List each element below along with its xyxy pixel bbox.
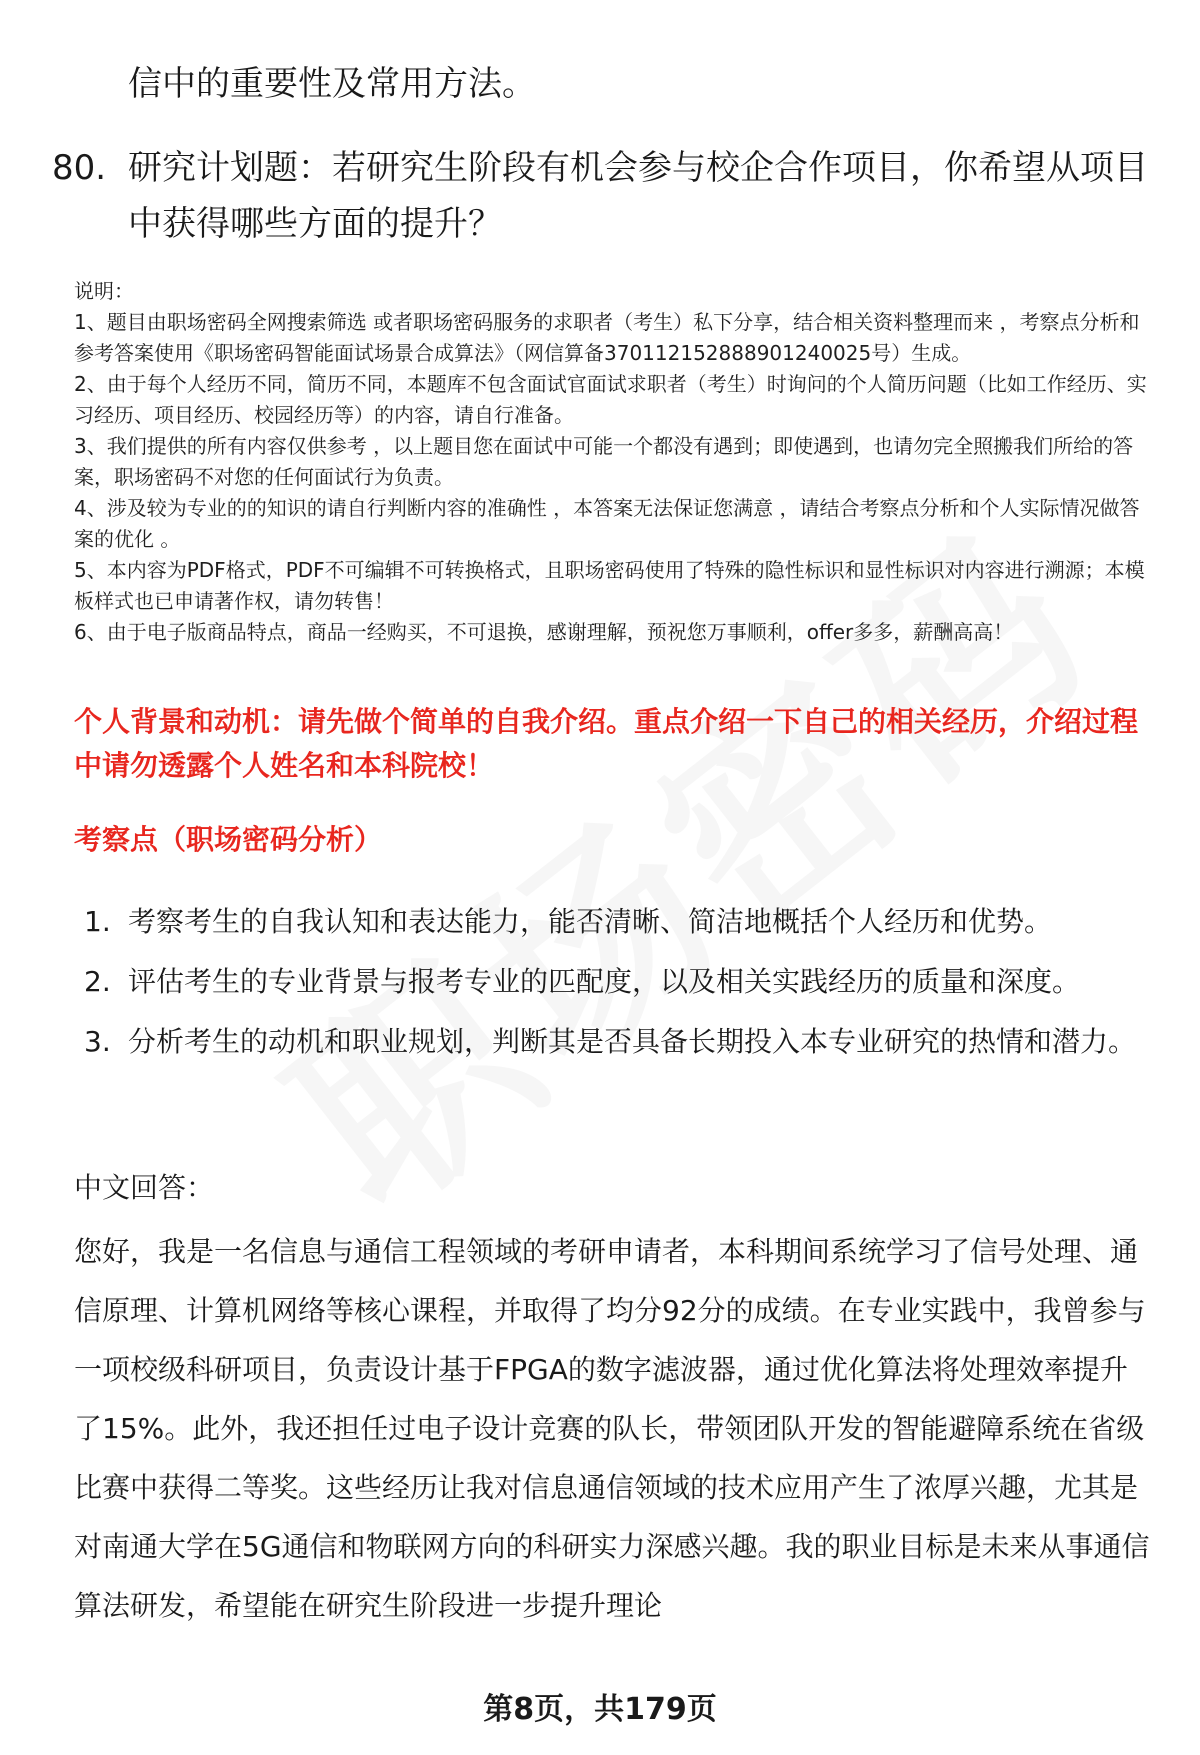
- list-item: [84, 892, 1154, 952]
- list-item-text: 分析考生的动机和职业规划，判断其是否具备长期投入本专业研究的热情和潜力。: [128, 1025, 1137, 1058]
- list-item-number: 2.: [84, 965, 111, 998]
- list-item: [84, 952, 1154, 1012]
- question-text: 研究计划题：若研究生阶段有机会参与校企合作项目，你希望从项目中获得哪些方面的提升？: [128, 148, 1148, 244]
- note-item: 5、本内容为PDF格式，PDF不可编辑不可转换格式，且职场密码使用了特殊的隐性标识和显性标识对内容进行溯源；本模板样式也已申请著作权，请勿转售！: [74, 558, 1145, 613]
- list-item-number: 1.: [84, 905, 111, 938]
- question-continuation: 信中的重要性及常用方法。: [128, 64, 536, 104]
- page-footer: 第8页，共179页: [483, 1692, 717, 1727]
- section-subheading: 考察点（职场密码分析）: [74, 823, 383, 856]
- note-item: 1、题目由职场密码全网搜索筛选 或者职场密码服务的求职者（考生）私下分享，结合相关资料整理而来 ，考察点分析和参考答案使用《职场密码智能面试场景合成算法》（网信算备370112152888901240025号）生成。: [74, 310, 1140, 365]
- notes-block: [74, 276, 1154, 648]
- list-item: [84, 1012, 1154, 1072]
- list-item-number: 3.: [84, 1025, 111, 1058]
- note-item: 6、由于电子版商品特点，商品一经购买，不可退换，感谢理解，预祝您万事顺利，offer多多，薪酬高高！: [74, 620, 1014, 644]
- list-item-text: 评估考生的专业背景与报考专业的匹配度，以及相关实践经历的质量和深度。: [128, 965, 1081, 998]
- note-item: 3、我们提供的所有内容仅供参考 ，以上题目您在面试中可能一个都没有遇到；即使遇到，也请勿完全照搬我们所给的答案，职场密码不对您的任何面试行为负责。: [74, 434, 1134, 489]
- note-item: 4、涉及较为专业的的知识的请自行判断内容的准确性 ，本答案无法保证您满意 ，请结合考察点分析和个人实际情况做答案的优化 。: [74, 496, 1140, 551]
- question-80: [52, 140, 1152, 252]
- answer-title: 中文回答：: [74, 1171, 215, 1204]
- question-number: 80.: [52, 148, 107, 188]
- section-heading: 个人背景和动机：请先做个简单的自我介绍。重点介绍一下自己的相关经历，介绍过程中请勿透露个人姓名和本科院校！: [74, 705, 1139, 782]
- answer-text: 您好，我是一名信息与通信工程领域的考研申请者，本科期间系统学习了信号处理、通信原理、计算机网络等核心课程，并取得了均分92分的成绩。在专业实践中，我曾参与一项校级科研项目，负责设计基于FPGA的数字滤波器，通过优化算法将处理效率提升了15%。此外，我还担任过电子设计竞赛的队长，带领团队开发的智能避障系统在省级比赛中获得二等奖。这些经历让我对信息通信领域的技术应用产生了浓厚兴趣，尤其是对南通大学在5G通信和物联网方向的科研实力深感兴趣。我的职业目标是未来从事通信算法研发，希望能在研究生阶段进一步提升理论: [74, 1235, 1150, 1622]
- notes-title: 说明：: [74, 279, 134, 303]
- list-item-text: 考察考生的自我认知和表达能力，能否清晰、简洁地概括个人经历和优势。: [128, 905, 1053, 938]
- note-item: 2、由于每个人经历不同，简历不同，本题库不包含面试官面试求职者（考生）时询问的个人简历问题（比如工作经历、实习经历、项目经历、校园经历等）的内容，请自行准备。: [74, 372, 1147, 427]
- points-list: [84, 892, 1154, 1072]
